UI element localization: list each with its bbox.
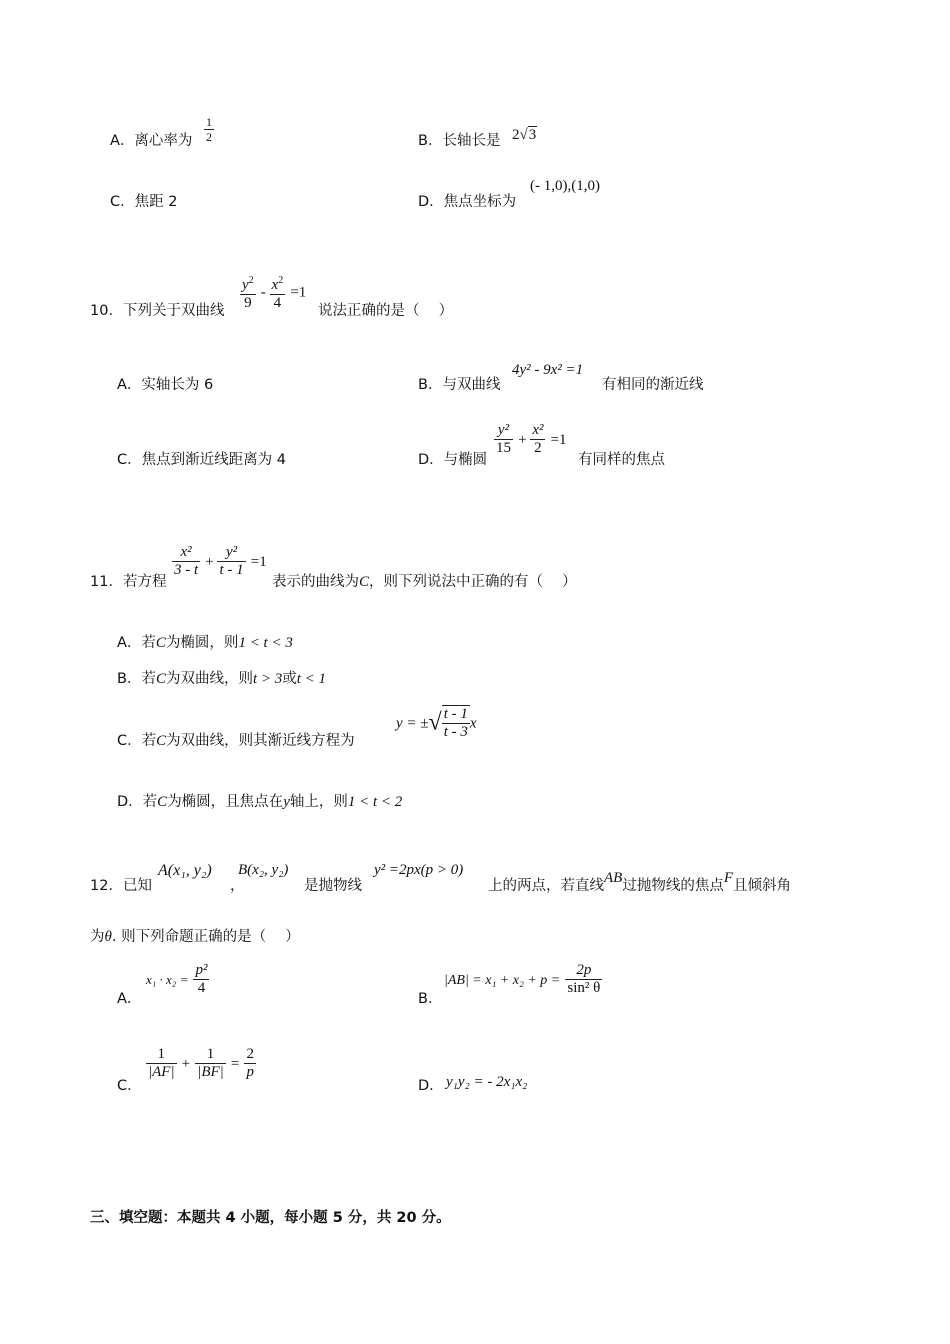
q10-option-c: C．焦点到渐近线距离为 4 [117,452,286,468]
q10-option-b-expr: 4y² - 9x² =1 [512,362,584,378]
q10-option-d: D．与椭圆 [418,452,488,468]
q12-option-a-expr: x₁ · x₂ = $\frac{\text{p²}}{4}$ [146,962,208,996]
q12-option-d-expr: y₁y₂ = - 2x₁x₂ [446,1074,528,1090]
q11-equation: $\frac{\text{x²}}{3 - t}$ + $\frac{\text{y²}}{t - 1}$ =1 [174,544,267,578]
q9-option-b: B．长轴长是 [418,133,501,149]
q12-option-b-expr: |AB| = x₁ + x₂ + p = $\frac{2p}{\text{sin² θ}}$ [444,962,601,996]
q10-stem-pre: 10．下列关于双曲线 [90,303,225,319]
q9-option-c: C．焦距 2 [110,194,178,210]
q12-option-c-expr: $\frac{1}{|AF|}$ + $\frac{1}{|BF|}$ = $\frac{2}{p}$ [148,1046,254,1080]
q12-point-a: A(x₁, y₂) [158,862,212,879]
q10-option-b: B．与双曲线 [418,377,501,393]
q11-stem-pre: 11．若方程 [90,574,167,590]
q12-stem-mid2: 上的两点，若直线AB过抛物线的焦点F且倾斜角 [488,870,791,894]
q12-point-b: B(x₂, y₂) [238,862,289,878]
q12-stem-mid: 是抛物线 [304,878,362,894]
q9-option-b-expr: 2√3 [512,127,537,143]
q11-option-a: A．若C为椭圆，则1 < t < 3 [117,635,293,651]
q12-parabola: y² =2px(p > 0) [374,862,464,878]
q10-option-a: A．实轴长为 6 [117,377,214,393]
q11-stem-post: 表示的曲线为C，则下列说法中正确的有（ ） [272,574,577,590]
q12-comma: ， [230,878,245,894]
q12-stem-line1: 12．已知 [90,878,152,894]
q11-option-d: D．若C为椭圆，且焦点在y轴上，则1 < t < 2 [117,794,403,810]
q12-option-a: A． [117,991,142,1007]
q12-option-d: D． [418,1078,444,1094]
q11-option-c-asymptote: y = ±√ $\frac{t - 1}{t - 3}$ x [396,706,477,740]
q10-option-b-post: 有相同的渐近线 [602,377,704,393]
q11-option-b: B．若C为双曲线，则t > 3或t < 1 [117,671,327,687]
q11-option-c: C．若C为双曲线，则其渐近线方程为 [117,733,355,749]
q10-stem-post: 说法正确的是（ ） [318,303,454,319]
q10-hyperbola-equation: $\frac{y^2}{9}$ - $\frac{x^2}{4}$ =1 [240,272,306,312]
q12-option-c: C． [117,1078,142,1094]
q10-option-d-ellipse: $\frac{\text{y²}}{15}$ + $\frac{\text{x²}}{2}$ =1 [496,422,567,456]
q10-option-d-post: 有同样的焦点 [578,452,665,468]
q12-option-b: B． [418,991,443,1007]
q9-option-d: D．焦点坐标为 [418,194,517,210]
q9-option-a: A．离心率为 [110,133,193,149]
q12-stem-line2: 为θ. 则下列命题正确的是（ ） [90,929,300,945]
q9-option-a-fraction: $\frac{1}{2}$ [206,115,212,144]
section-3-title: 三、填空题：本题共 4 小题，每小题 5 分，共 20 分。 [90,1210,451,1226]
q9-option-d-expr: (- 1,0),(1,0) [530,178,600,194]
